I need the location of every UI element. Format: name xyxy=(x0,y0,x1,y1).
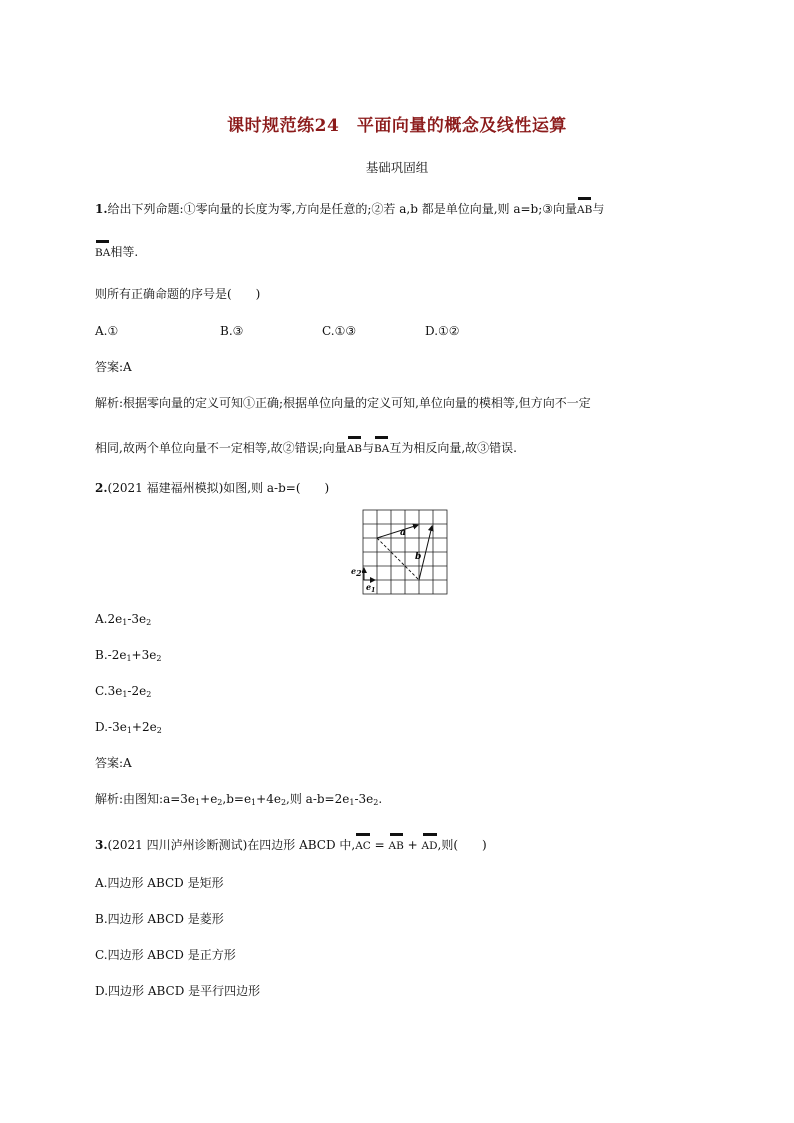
q1-options xyxy=(95,323,460,339)
q1-option-b: B.③ xyxy=(220,324,244,338)
q1-option-a: A.① xyxy=(95,324,119,338)
section-heading: 基础巩固组 xyxy=(365,160,429,175)
q2-answer: 答案:A xyxy=(95,756,132,770)
q2-vector-grid-figure xyxy=(362,509,450,597)
q1-prompt: 则所有正确命题的序号是( ) xyxy=(95,287,261,301)
q3-option-d: D.四边形 ABCD 是平行四边形 xyxy=(95,984,261,998)
q1-number: 1. xyxy=(95,202,108,216)
q3-option-a: A.四边形 ABCD 是矩形 xyxy=(95,876,224,890)
q1-option-d: D.①② xyxy=(425,324,460,338)
q1-vector-ab: AB xyxy=(577,200,592,218)
q1-stem-line2 xyxy=(95,243,138,261)
q3-vector-ad: AD xyxy=(422,836,438,854)
grid-lines xyxy=(363,510,447,594)
q2-option-a: $A.2e_1-3e_2$ xyxy=(95,612,152,627)
q3-number: 3. xyxy=(95,838,108,852)
q1-vector-ba: BA xyxy=(95,243,110,261)
vector-a-arrow xyxy=(377,525,418,538)
label-e1: $e_1$ xyxy=(366,582,376,594)
label-e2: $e_2$ xyxy=(351,566,362,578)
q2-option-b: $B.-2e_1+3e_2$ xyxy=(95,648,162,663)
label-b: b xyxy=(415,552,422,562)
q2-analysis: 解析:由图知$:a=3e_1+e_2,b=e_1+4e_2$,则 $a-b=2e_1-3e_2$. xyxy=(95,792,383,807)
q1-option-c: C.①③ xyxy=(322,324,357,338)
q2-text: (2021 福建福州模拟)如图,则 a-b=( ) xyxy=(107,481,330,495)
q3-text-b: ,则( ) xyxy=(437,838,487,852)
q3-text-a: (2021 四川泸州诊断测试)在四边形 ABCD 中, xyxy=(107,838,356,852)
q1-stem-line1 xyxy=(95,200,604,218)
q1-analysis-text-b: 与 xyxy=(362,441,375,455)
q3-vector-ac: AC xyxy=(355,836,371,854)
q2-option-d: $D.-3e_1+2e_2$ xyxy=(95,720,162,735)
q1-analysis-text-c: 互为相反向量,故③错误. xyxy=(389,441,517,455)
q1-text-c: 相等. xyxy=(110,245,139,259)
q1-text-b: 与 xyxy=(592,202,605,216)
q2-stem xyxy=(95,480,329,496)
q3-option-b: B.四边形 ABCD 是菱形 xyxy=(95,912,224,926)
q1-analysis-vector-ab: AB xyxy=(347,439,362,457)
label-a: a xyxy=(400,528,406,538)
q1-answer: 答案:A xyxy=(95,360,132,374)
q1-analysis-text-a: 相同,故两个单位向量不一定相等,故②错误;向量 xyxy=(95,441,347,455)
q2-number: 2. xyxy=(95,481,108,495)
q2-option-c: $C.3e_1-2e_2$ xyxy=(95,684,152,699)
q3-vector-ab: AB xyxy=(389,836,404,854)
page-title: 课时规范练24 平面向量的概念及线性运算 xyxy=(227,116,567,136)
q3-stem: 3.(2021 四川泸州诊断测试)在四边形 ABCD 中,AC = AB + AD,则( ) xyxy=(95,838,487,852)
q3-option-c: C.四边形 ABCD 是正方形 xyxy=(95,948,236,962)
q1-analysis-vector-ba: BA xyxy=(374,439,389,457)
q1-analysis-line2 xyxy=(95,439,517,457)
difference-dashed-line xyxy=(377,538,418,579)
q1-analysis-line1: 解析:根据零向量的定义可知①正确;根据单位向量的定义可知,单位向量的模相等,但方向不一定 xyxy=(95,396,591,410)
q1-text-a: 给出下列命题:①零向量的长度为零,方向是任意的;②若 a,b 都是单位向量,则 a=b;③向量 xyxy=(107,202,578,216)
